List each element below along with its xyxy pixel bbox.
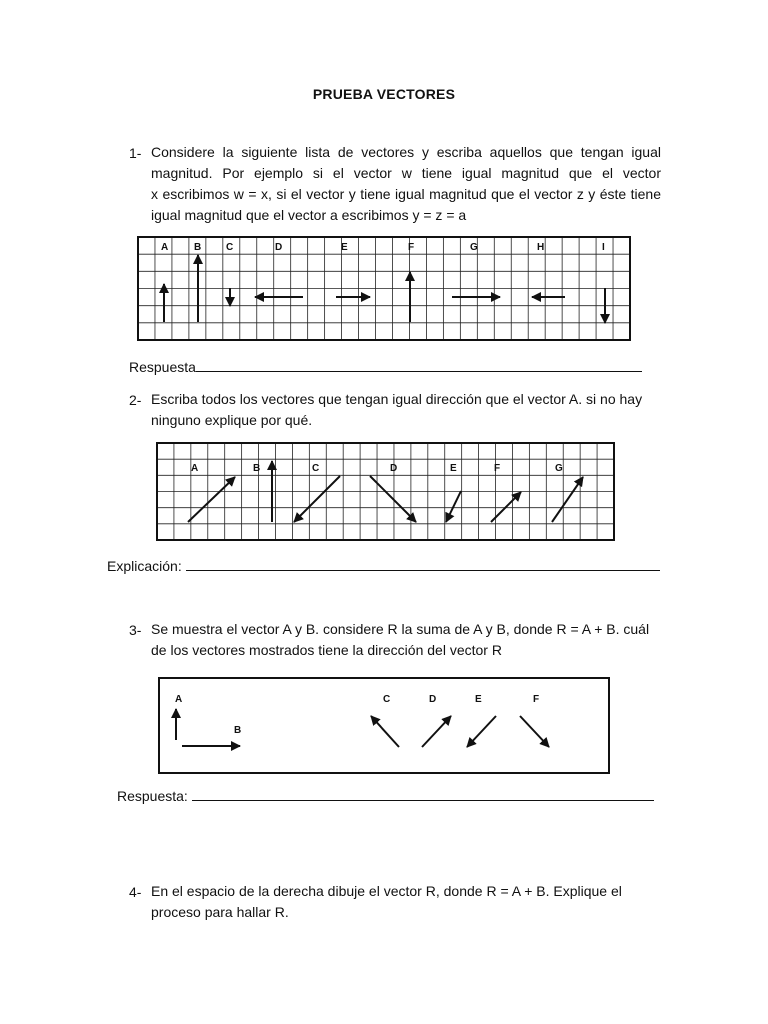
- question-3-vectors: [176, 709, 549, 747]
- question-2-number: 2-: [129, 392, 142, 408]
- question-1-grid: [138, 237, 630, 340]
- question-1-text: [151, 142, 661, 226]
- question-2-grid-border: [157, 443, 614, 540]
- question-3-answer-row: [117, 786, 654, 804]
- q2-vector-e: [446, 491, 461, 522]
- q1-label-f: F: [408, 242, 415, 253]
- q3-label-d: D: [429, 694, 437, 705]
- q3-vector-f: [520, 716, 549, 747]
- question-3-text: [151, 619, 661, 661]
- question-1-line-4: igual magnitud que el vector a escribimos y = z = a: [151, 207, 467, 223]
- q2-label-b: B: [253, 463, 261, 474]
- question-1-line-1: Considere la siguiente lista de vectores y escriba aquellos que tengan igual: [151, 144, 661, 160]
- q2-label-a: A: [191, 463, 199, 474]
- question-1-answer-label: Respuesta: [129, 359, 196, 375]
- question-4-line-1: En el espacio de la derecha dibuje el vector R, donde R = A + B. Explique el: [151, 883, 622, 899]
- q1-label-d: D: [275, 242, 283, 253]
- question-1-line-2: magnitud. Por ejemplo si el vector w tiene igual magnitud que el vector: [151, 165, 661, 181]
- q1-label-b: B: [194, 242, 202, 253]
- question-3-line-2: de los vectores mostrados tiene la dirección del vector R: [151, 642, 502, 658]
- question-2-answer-label: Explicación:: [107, 558, 182, 574]
- question-4-text: [151, 881, 661, 923]
- q1-label-i: I: [602, 242, 605, 253]
- question-2-text: [151, 389, 661, 431]
- q3-label-c: C: [383, 694, 391, 705]
- q3-label-e: E: [475, 694, 482, 705]
- question-1-grid-border: [138, 237, 630, 340]
- question-2-line-1: Escriba todos los vectores que tengan igual dirección que el vector A. si no hay: [151, 391, 643, 407]
- question-2-grid: [157, 443, 614, 540]
- question-3-answer-field[interactable]: [192, 786, 654, 801]
- q1-label-a: A: [161, 242, 169, 253]
- q2-vector-c: [294, 476, 340, 522]
- q2-vector-f: [491, 492, 521, 522]
- question-1-vector-labels: [161, 242, 605, 253]
- q3-vector-d: [422, 716, 451, 747]
- question-1-number: 1-: [129, 145, 142, 161]
- q3-vector-e: [467, 716, 496, 747]
- q1-label-e: E: [341, 242, 348, 253]
- q3-vector-c: [371, 716, 399, 747]
- question-2-line-2: ninguno explique por qué.: [151, 412, 313, 428]
- question-2-vector-labels: [191, 463, 563, 474]
- question-4-number: 4-: [129, 884, 142, 900]
- q2-label-d: D: [390, 463, 398, 474]
- question-4-line-2: proceso para hallar R.: [151, 904, 289, 920]
- q1-label-g: G: [470, 242, 478, 253]
- q2-vector-d: [370, 476, 416, 522]
- question-1-answer-field[interactable]: [196, 357, 642, 372]
- page-title: PRUEBA VECTORES: [312, 86, 456, 102]
- question-2-vectors: [188, 461, 583, 522]
- q2-vector-g: [552, 477, 583, 522]
- question-3-answer-label: Respuesta:: [117, 788, 188, 804]
- question-3-number: 3-: [129, 622, 142, 638]
- q2-label-f: F: [494, 463, 501, 474]
- q2-label-e: E: [450, 463, 457, 474]
- question-3-line-1: Se muestra el vector A y B. considere R la suma de A y B, donde R = A + B. cuál: [151, 621, 650, 637]
- q2-label-c: C: [312, 463, 320, 474]
- q1-label-c: C: [226, 242, 234, 253]
- question-1-line-3: x escribimos w = x, si el vector y tiene igual magnitud que el vector z y éste tiene: [151, 186, 661, 202]
- question-3-box: [159, 678, 609, 773]
- q2-vector-a: [188, 477, 235, 522]
- q2-label-g: G: [555, 463, 563, 474]
- q3-label-a: A: [175, 694, 183, 705]
- question-3-vector-labels: [175, 694, 539, 736]
- q3-label-f: F: [533, 694, 540, 705]
- q3-label-b: B: [234, 725, 242, 736]
- q1-label-h: H: [537, 242, 545, 253]
- question-2-answer-field[interactable]: [186, 556, 660, 571]
- question-1-vectors: [164, 255, 605, 323]
- question-2-answer-row: [107, 556, 660, 574]
- question-1-answer-row: [129, 357, 642, 375]
